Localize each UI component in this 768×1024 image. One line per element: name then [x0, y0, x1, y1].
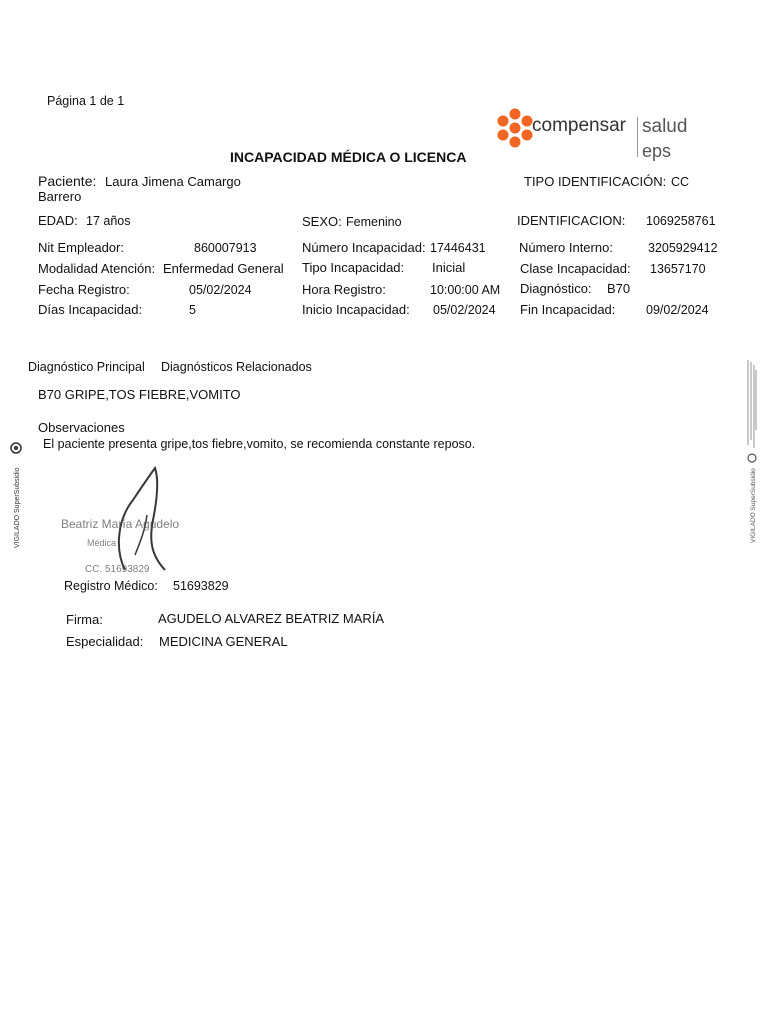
firma-label: Firma:: [66, 612, 103, 627]
dias-incapacidad-value: 5: [189, 303, 196, 317]
fecha-registro-label: Fecha Registro:: [38, 282, 130, 297]
hora-registro-label: Hora Registro:: [302, 282, 386, 297]
nit-empleador-label: Nit Empleador:: [38, 240, 124, 255]
diagnostico-principal-value: B70 GRIPE,TOS FIEBRE,VOMITO: [38, 387, 241, 402]
firma-value: AGUDELO ALVAREZ BEATRIZ MARÍA: [158, 611, 385, 626]
logo-salud: salud: [642, 116, 688, 137]
clase-incapacidad-value: 13657170: [650, 262, 706, 276]
observaciones-text: El paciente presenta gripe,tos fiebre,vomito, se recomienda constante reposo.: [43, 437, 476, 451]
document-title: INCAPACIDAD MÉDICA O LICENCA: [230, 149, 467, 165]
compensar-logo-icon: [495, 107, 535, 149]
diagnostico-label: Diagnóstico:: [520, 281, 592, 296]
identificacion-value: 1069258761: [646, 214, 716, 228]
especialidad-label: Especialidad:: [66, 634, 144, 649]
tipo-incapacidad-value: Inicial: [432, 260, 466, 275]
hora-registro-value: 10:00:00 AM: [430, 283, 501, 297]
edad-label: EDAD:: [38, 213, 78, 228]
sexo-value: Femenino: [346, 215, 402, 229]
numero-interno-label: Número Interno:: [519, 240, 613, 255]
numero-interno-value: 3205929412: [648, 241, 718, 255]
identificacion-label: IDENTIFICACION:: [517, 213, 626, 228]
stamp-line-1: Beatriz María Agudelo: [61, 517, 180, 531]
sexo-label: SEXO:: [302, 214, 342, 229]
nit-empleador-value: 860007913: [194, 241, 257, 255]
stamp-line-2: Médica: [87, 538, 117, 548]
vigilado-seal-icon: [8, 440, 24, 550]
paciente-name-line1: Laura Jimena Camargo: [105, 174, 241, 189]
tipo-incapacidad-label: Tipo Incapacidad:: [302, 260, 405, 275]
fin-incapacidad-value: 09/02/2024: [646, 303, 709, 317]
clase-incapacidad-label: Clase Incapacidad:: [520, 261, 631, 276]
fin-incapacidad-label: Fin Incapacidad:: [520, 302, 616, 317]
registro-medico-value: 51693829: [173, 579, 229, 593]
diagnostico-principal-header: Diagnóstico Principal: [28, 360, 145, 374]
vigilado-side-mark-right: [744, 360, 760, 545]
logo-divider: [637, 117, 638, 157]
dias-incapacidad-label: Días Incapacidad:: [38, 302, 143, 317]
vigilado-side-mark-left: [8, 440, 24, 550]
numero-incapacidad-label: Número Incapacidad:: [302, 240, 426, 255]
numero-incapacidad-value: 17446431: [430, 241, 486, 255]
inicio-incapacidad-value: 05/02/2024: [433, 303, 496, 317]
svg-text:VIGILADO SuperSubsidio: VIGILADO SuperSubsidio: [14, 467, 21, 548]
modalidad-value: Enfermedad General: [163, 261, 284, 276]
inicio-incapacidad-label: Inicio Incapacidad:: [302, 302, 410, 317]
stamp-line-3: CC. 51693829: [85, 564, 150, 575]
modalidad-label: Modalidad Atención:: [38, 261, 156, 276]
signature-stamp-image: [55, 460, 205, 580]
diagnostico-value: B70: [607, 281, 631, 296]
fecha-registro-value: 05/02/2024: [189, 283, 252, 297]
logo-brand: compensar: [532, 115, 626, 136]
diagnosticos-relacionados-header: Diagnósticos Relacionados: [161, 360, 312, 374]
especialidad-value: MEDICINA GENERAL: [159, 634, 288, 649]
observaciones-label: Observaciones: [38, 420, 125, 435]
edad-value: 17 años: [86, 214, 131, 228]
vigilado-barcode-icon: [744, 360, 760, 545]
tipo-identificacion-label: TIPO IDENTIFICACIÓN:: [524, 174, 667, 189]
registro-medico-label: Registro Médico:: [64, 579, 158, 593]
tipo-identificacion-value: CC: [671, 175, 690, 189]
page-number: Página 1 de 1: [47, 94, 125, 108]
svg-text:VIGILADO SuperSubsidio: VIGILADO SuperSubsidio: [750, 468, 757, 543]
paciente-name-line2: Barrero: [38, 189, 82, 204]
paciente-label: Paciente:: [38, 173, 97, 189]
logo-eps: eps: [642, 141, 672, 161]
